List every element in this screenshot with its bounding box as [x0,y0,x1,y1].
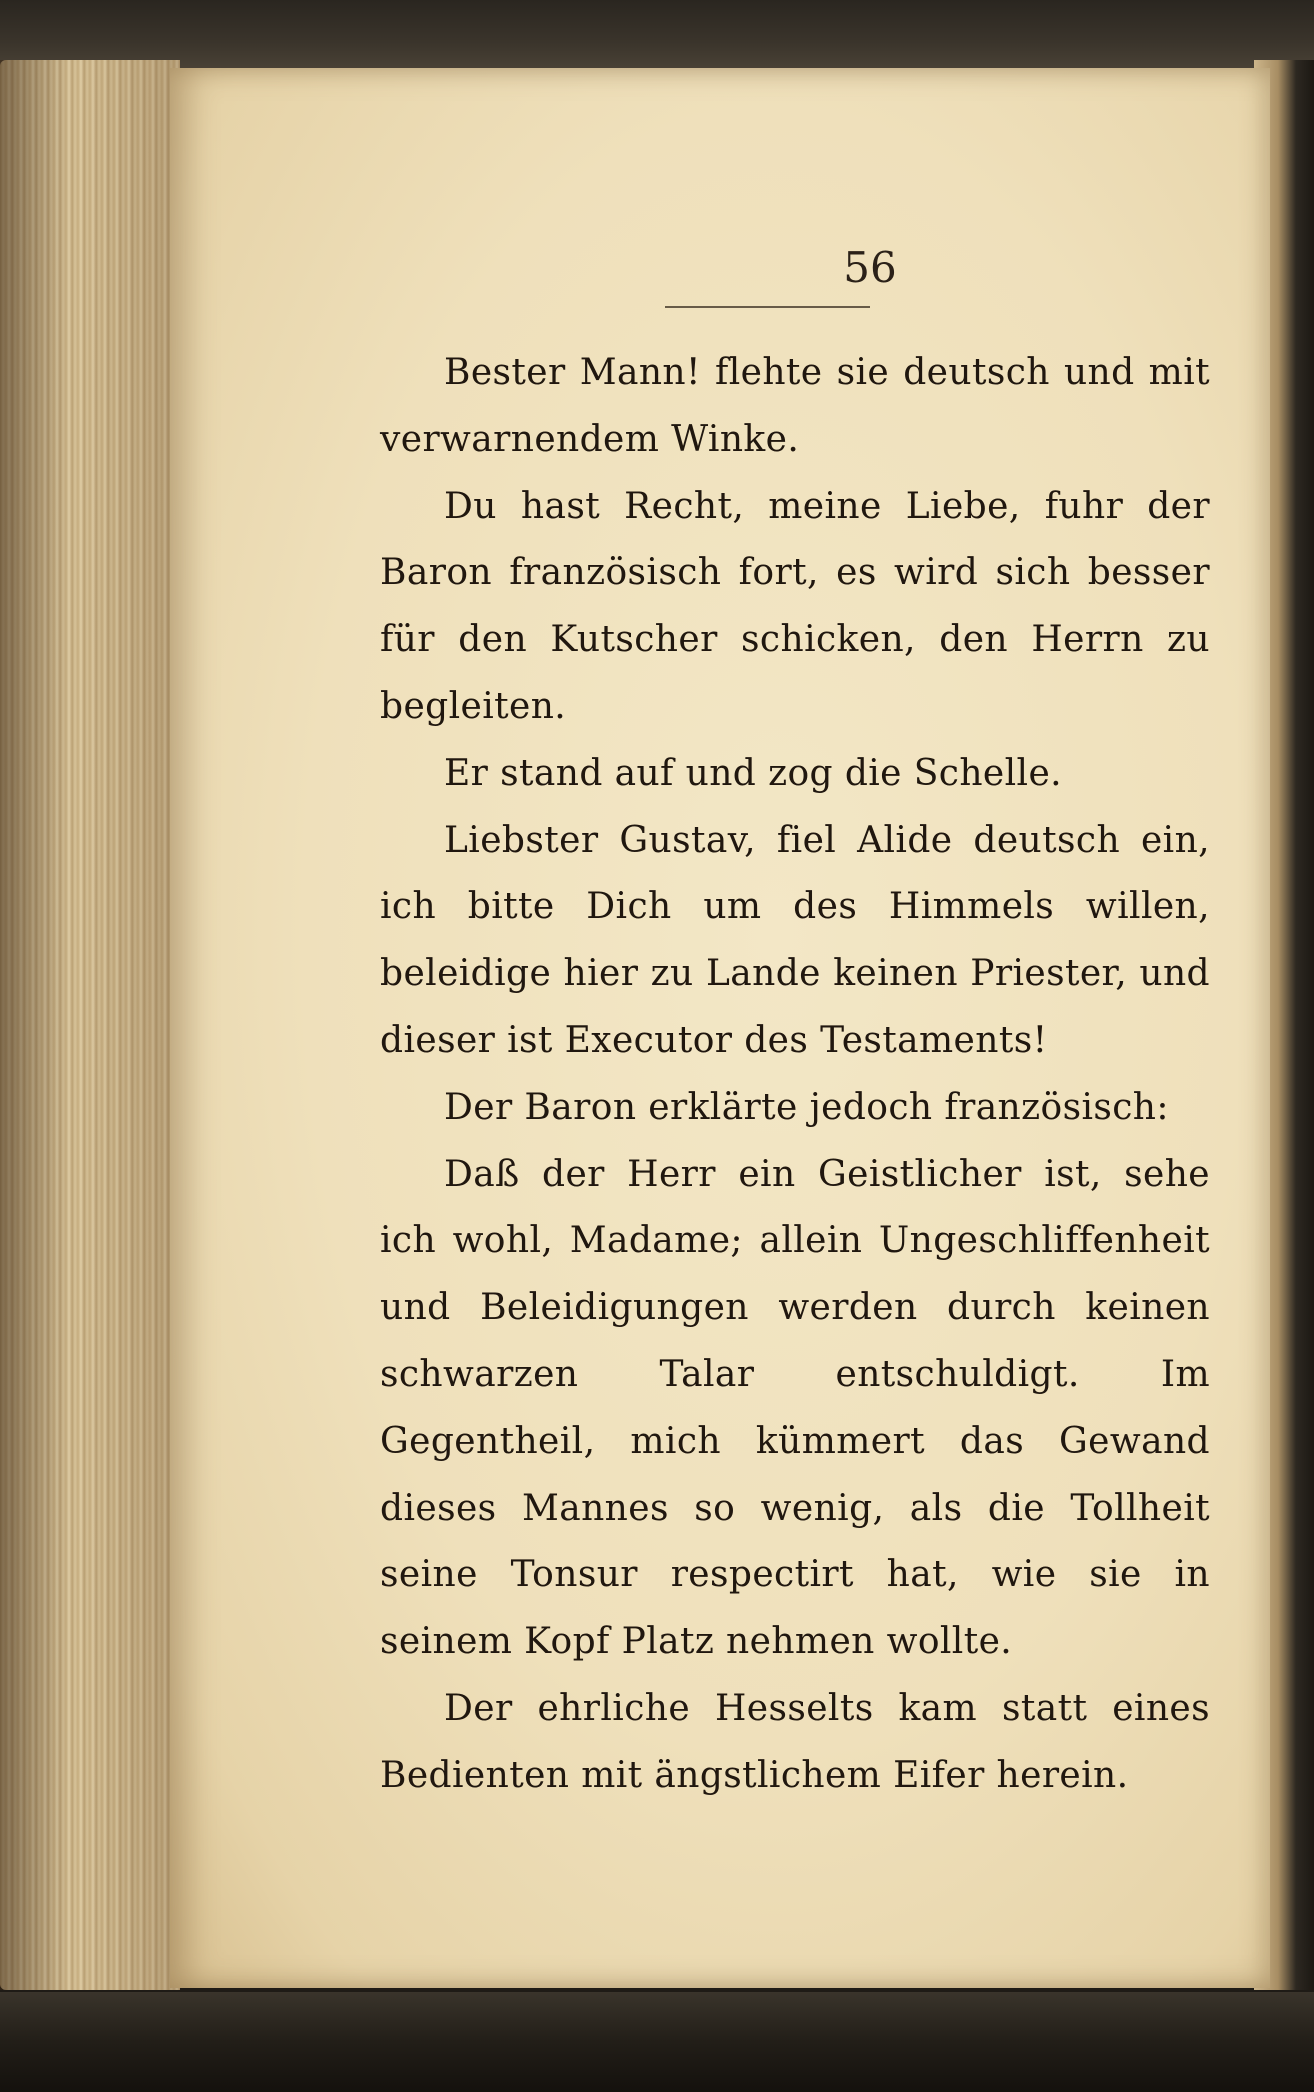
paragraph-6: Daß der Herr ein Geistlicher ist, sehe ich wohl, Madame; allein Ungeschliffenheit und Beleidigungen werden durch keinen schwarzen Talar entschuldigt. Im Gegentheil, mich kümmert das Gewand dieses Mannes so wenig, als die Tollheit seine Tonsur respectirt hat, wie sie in seinem Kopf Platz nehmen wollte. [380,1153,1210,1663]
paragraph-4: Liebster Gustav, fiel Alide deutsch ein, ich bitte Dich um des Himmels willen, beleidige hier zu Lande keinen Priester, und dieser ist Executor des Testaments! [380,819,1210,1061]
page-number: 56 [843,243,897,292]
page-text [380,340,1210,1810]
paragraph-7: Der ehrliche Hesselts kam statt eines Bedienten mit ängstlichem Eifer herein. [380,1687,1210,1796]
paragraph-2: Du hast Recht, meine Liebe, fuhr der Baron französisch fort, es wird sich besser für den Kutscher schicken, den Herrn zu begleiten. [380,485,1210,727]
paragraph-1: Bester Mann! flehte sie deutsch und mit verwarnendem Winke. [380,352,1210,460]
page-number-rule [665,306,870,308]
paragraph-5: Der Baron erklärte jedoch französisch: [444,1086,1169,1128]
paragraph-3: Er stand auf und zog die Schelle. [444,752,1063,794]
book-cover-top [0,0,1314,70]
page-stack-edge [0,60,180,1990]
book-cover-bottom [0,1992,1314,2092]
